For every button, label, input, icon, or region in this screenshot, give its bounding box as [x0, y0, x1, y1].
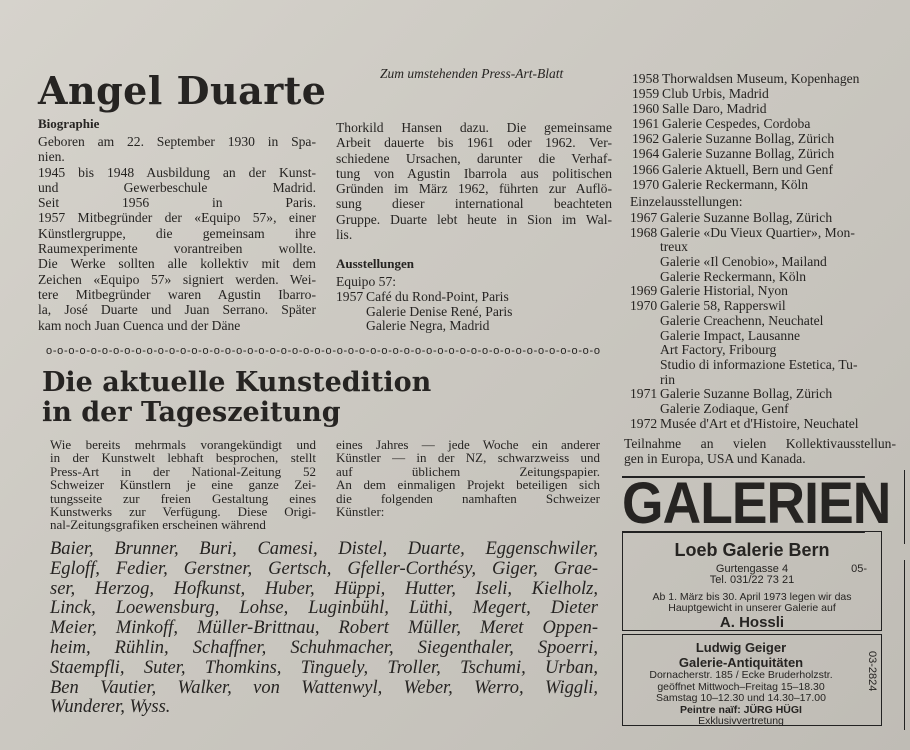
bio-line: Arbeit dauerte bis 1961 oder 1962. Ver-	[336, 135, 612, 151]
intro-line: Künstler:	[336, 503, 385, 519]
artist-line: Linck, Loewensburg, Lohse, Luginbühl, Lüthi, Megert, Dieter	[50, 598, 598, 619]
exhibition-venue: Café du Rond-Point, Paris	[366, 289, 509, 304]
artist-line: Ben Vautier, Walker, von Wattenwyl, Weber, Werro, Wiggli,	[50, 677, 598, 698]
bio-heading: Biographie	[38, 116, 100, 131]
exhibition-year: 1967	[630, 210, 658, 225]
bio-line: Seit 1956 in Paris.	[38, 195, 316, 211]
exhibition-year: 1957	[336, 289, 364, 304]
exhibition-venue: Salle Daro, Madrid	[662, 101, 767, 117]
intro-line: Künstler — in der NZ, schwarzweiss und	[336, 450, 600, 466]
bio-line: sung dieser international beachteten	[336, 196, 612, 212]
ad1-address: Gurtengasse 4	[715, 563, 789, 575]
exhibition-year	[630, 329, 660, 344]
adjacent-ad-border	[904, 560, 905, 730]
exhibition-venue: Galerie Negra, Madrid	[366, 318, 490, 334]
bio-line: 1945 bis 1948 Ausbildung an der Kunst-	[38, 164, 316, 180]
ad-loeb-galerie	[622, 531, 882, 631]
exhibition-entry	[632, 177, 902, 192]
exhibition-venue: Galerie Reckermann, Köln	[660, 268, 807, 284]
exhibition-year: 1959	[632, 86, 660, 102]
exhibition-year: 1970	[630, 298, 658, 314]
exhibition-year	[630, 358, 660, 373]
exhibition-year: 1958	[632, 71, 660, 86]
exhibition-entry	[630, 284, 900, 299]
ad2-hours-2: Samstag 10–12.30 und 14.30–17.00	[656, 692, 826, 704]
exhibition-year: 1971	[630, 386, 658, 402]
exhibition-venue: Galerie «Du Vieux Quartier», Mon-	[660, 224, 855, 240]
exhibition-year	[630, 343, 660, 358]
exhibition-venue: Galerie Suzanne Bollag, Zürich	[662, 131, 835, 147]
kicker: Zum umstehenden Press-Art-Blatt	[380, 66, 564, 81]
closing-line: gen in Europa, USA und Kanada.	[624, 451, 806, 467]
equipo-label: Equipo 57:	[336, 274, 397, 289]
solo-exhibitions	[630, 211, 900, 431]
closing-line: Teilnahme an vielen Kollektivausstellun-	[624, 436, 896, 451]
exhibition-year: 1964	[632, 146, 660, 162]
exhibition-entry	[630, 387, 900, 402]
exhibition-entry	[632, 116, 902, 131]
exhibition-year	[630, 402, 660, 417]
exhibitions-heading: Ausstellungen	[336, 256, 415, 271]
bio-column-1	[38, 134, 316, 333]
intro-line: Schweizer Künstlern je eine ganze Zei-	[50, 477, 316, 493]
exhibition-venue: rin	[660, 371, 676, 387]
exhibition-year	[336, 319, 366, 334]
exhibition-venue: Galerie Denise René, Paris	[366, 303, 513, 319]
exhibition-year	[630, 255, 660, 270]
artist-line: Wunderer, Wyss.	[50, 697, 171, 718]
bio-line: tung von Agustin Ibarrola aus politischen	[336, 165, 612, 181]
exhibition-entry	[630, 417, 900, 432]
exhibition-venue: Galerie Impact, Lausanne	[660, 327, 801, 343]
edition-heading-line-1: Die aktuelle Kunstedition	[42, 367, 432, 398]
edition-heading-line-2: in der Tageszeitung	[42, 397, 341, 428]
bio-line: kam noch Juan Cuenca und der Däne	[38, 317, 241, 333]
exhibition-entry	[630, 402, 900, 417]
artist-line: Baier, Brunner, Buri, Camesi, Distel, Duarte, Eggenschwiler,	[50, 539, 598, 559]
closing-text	[624, 436, 896, 467]
exhibition-year: 1970	[632, 176, 660, 192]
exhibition-venue: Galerie Creachenn, Neuchatel	[660, 312, 824, 328]
exhibition-entry	[630, 211, 900, 226]
bio-line: Gruppe. Duarte lebt heute in Sion im Wal-	[336, 211, 612, 227]
ad1-name: Loeb Galerie Bern	[674, 540, 830, 560]
intro-column-2	[336, 438, 600, 518]
exhibition-year: 1966	[632, 161, 660, 177]
exhibition-entry	[630, 270, 900, 285]
exhibition-year	[630, 270, 660, 285]
exhibition-venue: Galerie Suzanne Bollag, Zürich	[662, 146, 835, 162]
ad2-note: Exklusivvertretung	[698, 715, 784, 727]
exhibition-venue: Galerie Aktuell, Bern und Genf	[662, 161, 834, 177]
exhibition-entry	[630, 358, 900, 373]
ad2-subtitle: Galerie-Antiquitäten	[678, 655, 804, 670]
intro-line: nal-Zeitungsgrafiken erscheinen während	[50, 517, 266, 533]
adjacent-ad-border	[904, 470, 905, 544]
ad1-phone: Tel. 031/22 73 21	[709, 574, 795, 586]
ad1-code: 05-	[851, 563, 867, 575]
dotted-separator: o-o-o-o-o-o-o-o-o-o-o-o-o-o-o-o-o-o-o-o-o-o-o-o-o-o-o-o-o-o-o-o-o-o-o-o-o-o-o-o-o-o-o-o-o-o-o-o-o-o	[46, 345, 601, 357]
exhibition-entry	[630, 343, 900, 358]
exhibition-year: 1968	[630, 224, 658, 240]
bio-line: Die Werke sollten alle kollektiv mit dem	[38, 256, 316, 272]
exhibition-venue: Galerie Suzanne Bollag, Zürich	[660, 386, 833, 402]
exhibition-entry	[630, 299, 900, 314]
intro-column-1	[50, 438, 316, 532]
exhibition-entry	[630, 314, 900, 329]
exhibition-entry	[630, 373, 900, 388]
bio-line: und Gewerbeschule Madrid.	[38, 179, 316, 195]
group-exhibitions-b	[632, 71, 902, 192]
exhibition-entry	[630, 240, 900, 255]
bio-line: Zeichen «Equipo 57» signiert werden. Wei-	[38, 271, 316, 287]
exhibition-entry	[336, 290, 612, 305]
bio-line: Gründen im März 1962, führten zur Auflö-	[336, 181, 612, 197]
intro-line: Wie bereits mehrmals vorangekündigt und	[50, 437, 316, 452]
exhibition-entry	[336, 305, 612, 320]
ad-ludwig-geiger	[622, 634, 882, 726]
ad2-code: 03-2824	[866, 651, 878, 692]
exhibition-venue: Galerie Reckermann, Köln	[662, 176, 809, 192]
exhibition-entry	[630, 226, 900, 241]
bio-line: nien.	[38, 149, 65, 165]
galerien-heading: GALERIEN	[622, 471, 891, 536]
exhibition-year: 1969	[630, 283, 658, 299]
article-title: Angel Duarte	[38, 68, 327, 113]
exhibition-year	[630, 240, 660, 255]
exhibition-year: 1962	[632, 131, 660, 147]
bio-line: Künstlergruppe, die gemeinsam ihre	[38, 225, 316, 241]
exhibition-year	[630, 373, 660, 388]
bio-line: la, José Duarte und Juan Serrano. Später	[38, 302, 316, 318]
intro-line: eines Jahres — jede Woche ein anderer	[336, 437, 600, 452]
intro-line: Kunstwerks zur Verfügung. Diese Origi-	[50, 503, 316, 519]
exhibition-venue: Galerie Cespedes, Cordoba	[662, 116, 811, 132]
ad2-address: Dornacherstr. 185 / Ecke Bruderholzstr.	[649, 669, 833, 681]
artist-line: Staempfli, Suter, Thomkins, Tinguely, Troller, Tschumi, Urban,	[50, 657, 598, 678]
exhibition-entry	[632, 86, 902, 101]
intro-line: tungsseite zur freien Gestaltung eines	[50, 490, 316, 506]
exhibition-venue: Galerie Suzanne Bollag, Zürich	[660, 210, 833, 225]
edition-heading	[42, 368, 431, 428]
exhibition-venue: Thorwaldsen Museum, Kopenhagen	[662, 71, 860, 86]
exhibition-year	[336, 305, 366, 320]
exhibition-venue: treux	[660, 239, 688, 255]
exhibition-year: 1960	[632, 101, 660, 117]
exhibition-year	[630, 314, 660, 329]
ad2-hours-1: geöffnet Mittwoch–Freitag 15–18.30	[657, 680, 825, 693]
intro-line: die folgenden namhaften Schweizer	[336, 490, 600, 506]
exhibition-year: 1961	[632, 116, 660, 132]
exhibition-venue: Galerie 58, Rapperswil	[660, 298, 786, 314]
bio-line: 1957 Mitbegründer der «Equipo 57», einer	[38, 210, 316, 226]
bio-line: tere Mitbegründer waren Agustin Ibarro-	[38, 286, 316, 302]
intro-line: An dem einmaligen Projekt beteiligen sich	[336, 477, 600, 493]
exhibition-entry	[630, 255, 900, 270]
artist-list	[50, 540, 598, 718]
exhibition-venue: Galerie «Il Cenobio», Mailand	[660, 254, 827, 270]
ad2-name: Ludwig Geiger	[695, 640, 787, 655]
exhibition-entry	[630, 329, 900, 344]
intro-line: in der Kunstwelt lebhaft besprochen, stellt	[50, 450, 316, 466]
artist-line: heim, Rühlin, Schaffner, Schuhmacher, Siegenthaler, Spoerri,	[50, 637, 598, 658]
exhibition-venue: Studio di informazione Estetica, Tu-	[660, 356, 858, 372]
intro-line: Press-Art in der National-Zeitung 52	[50, 463, 316, 479]
exhibition-entry	[336, 319, 612, 334]
artist-line: Meier, Minkoff, Müller-Brittnau, Robert Müller, Meret Oppen-	[50, 618, 598, 639]
exhibition-entry	[632, 71, 902, 86]
exhibition-venue: Art Factory, Fribourg	[660, 342, 777, 358]
group-exhibitions-a	[336, 290, 612, 334]
exhibition-entry	[632, 101, 902, 116]
bio-line: Thorkild Hansen dazu. Die gemeinsame	[336, 120, 612, 135]
exhibition-entry	[632, 146, 902, 161]
bio-line: Raumexperimente vorantreiben wollte.	[38, 241, 316, 257]
exhibition-entry	[632, 162, 902, 177]
ad1-text-1: Ab 1. März bis 30. April 1973 legen wir das	[652, 591, 852, 603]
bio-line: schiedene Ursachen, darunter die Verhaf-	[336, 150, 612, 166]
exhibition-entry	[632, 131, 902, 146]
ad2-artist: Peintre naïf: JÜRG HÜGI	[680, 703, 802, 716]
intro-line: auf üblichem Zeitungspapier.	[336, 463, 600, 479]
bio-line: Geboren am 22. September 1930 in Spa-	[38, 134, 316, 149]
bio-line: lis.	[336, 227, 353, 243]
ad1-artist: A. Hossli	[719, 614, 785, 631]
exhibition-venue: Club Urbis, Madrid	[662, 86, 769, 102]
solo-heading: Einzelausstellungen:	[630, 194, 743, 209]
artist-line: ser, Herzog, Hofkunst, Huber, Hüppi, Hutter, Iseli, Kielholz,	[50, 578, 598, 599]
exhibition-venue: Galerie Historial, Nyon	[660, 283, 788, 299]
ad1-text-2: Hauptgewicht in unserer Galerie auf	[668, 602, 836, 614]
exhibition-year: 1972	[630, 415, 658, 431]
bio-column-2	[336, 120, 612, 242]
exhibition-venue: Galerie Zodiaque, Genf	[660, 400, 789, 416]
artist-line: Egloff, Fedier, Gerstner, Gertsch, Gfeller-Corthésy, Giger, Grae-	[50, 558, 598, 579]
exhibition-venue: Musée d'Art et d'Histoire, Neuchatel	[660, 415, 859, 431]
